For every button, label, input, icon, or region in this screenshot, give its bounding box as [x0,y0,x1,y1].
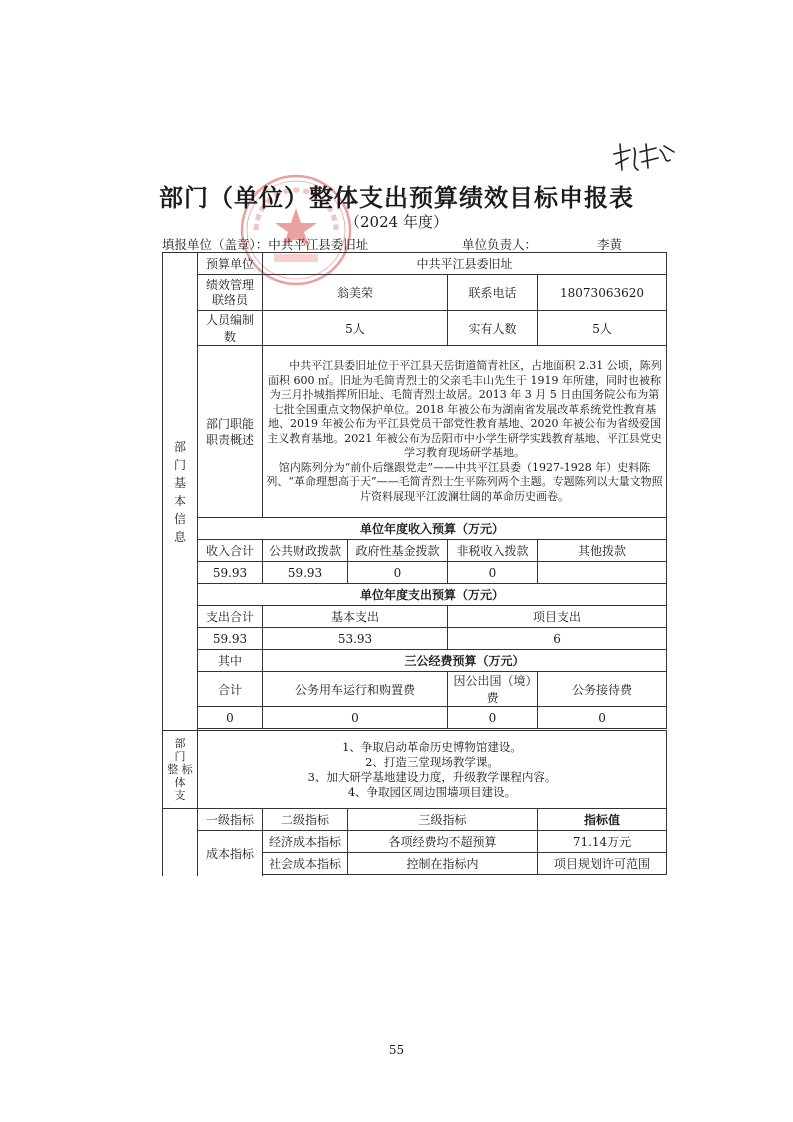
sangong-header-reception: 公务接待费 [538,672,667,707]
sangong-value-vehicle: 0 [263,707,448,729]
indicator-row1-level2: 经济成本指标 [263,831,348,853]
budget-unit-label: 预算单位 [198,253,263,275]
phone-label: 联系电话 [448,275,538,311]
unit-head-label: 单位负责人： [462,237,538,252]
expense-header-project: 项目支出 [448,606,667,628]
indicator-row2-level2: 社会成本指标 [263,853,348,875]
indicator-row1-value: 71.14万元 [538,831,667,853]
of-which-label: 其中 [198,650,263,672]
indicator-row1-level3: 各项经费均不超预算 [348,831,538,853]
income-budget-title: 单位年度收入预算（万元） [198,518,667,540]
expense-value-basic: 53.93 [263,628,448,650]
unit-head-name: 李黄 [597,237,623,252]
duties-label: 部门职能 职责概述 [198,346,263,518]
income-header-total: 收入合计 [198,540,263,562]
expense-value-project: 6 [448,628,667,650]
budget-unit-value: 中共平江县委旧址 [263,253,667,275]
goal-item: 3、加大研学基地建设力度，升级教学课程内容。 [307,769,557,784]
signature-image [608,140,678,180]
document-title: 部门（单位）整体支出预算绩效目标申报表 [159,183,634,212]
indicator-row2-value: 项目规划许可范围 [538,853,667,875]
income-header-gov-fund: 政府性基金拨款 [348,540,448,562]
staff-quota-value: 5人 [263,311,448,346]
expense-budget-title: 单位年度支出预算（万元） [198,584,667,606]
indicator-header-level1: 一级指标 [198,809,263,831]
income-header-other: 其他拨款 [538,540,667,562]
sangong-value-total: 0 [198,707,263,729]
indicator-header-level3: 三级指标 [348,809,538,831]
duties-paragraph-1: 中共平江县委旧址位于平江县天岳街道简青社区，占地面积 2.31 公顷，陈列面积 600 ㎡。旧址为毛简青烈士的父亲毛丰山先生于 1919 年所建，同时也被称为三月扑城指挥所旧址、毛简青烈士故居。2013 年 3 月 5 日由国务院公布为第七批全国重点文物保护单位。2018 年被公布为湖南省发展改革系统党性教育基地、2019 年被公布为平江县党员干部党性教育基地、2020 年被公布为省级爱国主义教育基地。2021 年被公布为岳阳市中小学生研学实践教育基地、平江县党史学习教育现场研学基地。 [267,359,662,459]
basic-info-section-label: 部 门 基 本 信 息 [163,253,198,731]
duties-paragraph-2: 馆内陈列分为“前仆后继跟党走”——中共平江县委（1927-1928 年）史料陈列、“革命理想高于天”——毛简青烈士生平陈列两个主题。专题陈列以大量文物照片资料展现平江波澜壮阔的革命历史画卷。 [266,460,663,503]
contact-name: 翁美荣 [263,275,448,311]
indicator-level1-cost: 成本指标 [198,831,263,877]
income-value-public-finance: 59.93 [263,562,348,584]
actual-staff-label: 实有人数 [448,311,538,346]
sangong-header-abroad: 因公出国（境）费 [448,672,538,707]
income-value-other [538,562,667,584]
contact-label: 绩效管理 联络员 [198,275,263,311]
income-header-non-tax: 非税收入拨款 [448,540,538,562]
goal-item: 1、争取启动革命历史博物馆建设。 [342,739,522,754]
actual-staff-value: 5人 [538,311,667,346]
duties-description [263,346,667,518]
page-number: 55 [388,1043,405,1057]
staff-quota-label: 人员编制数 [198,311,263,346]
sangong-header-total: 合计 [198,672,263,707]
goal-item: 2、打造三堂现场教学课。 [365,754,499,769]
indicator-header-level2: 二级指标 [263,809,348,831]
budget-performance-table [162,252,667,876]
income-value-total: 59.93 [198,562,263,584]
expense-header-basic: 基本支出 [263,606,448,628]
goal-item: 4、争取园区周边围墙项目建设。 [347,784,517,799]
sangong-value-reception: 0 [538,707,667,729]
sangong-budget-title: 三公经费预算（万元） [263,650,667,672]
filling-unit-label: 填报单位（盖章）：中共平江县委旧址 [162,237,369,252]
document-year: （2024 年度） [345,213,448,231]
indicator-row2-level3: 控制在指标内 [348,853,538,875]
sangong-value-abroad: 0 [448,707,538,729]
goals-list [198,731,667,809]
goals-section-label: 部 门 整 标 体 支 [163,731,198,809]
income-header-public-finance: 公共财政拨款 [263,540,348,562]
sangong-header-vehicle: 公务用车运行和购置费 [263,672,448,707]
indicator-header-value: 指标值 [538,809,667,831]
indicators-left-blank [163,809,198,877]
phone-value: 18073063620 [538,275,667,311]
expense-value-total: 59.93 [198,628,263,650]
income-value-non-tax: 0 [448,562,538,584]
expense-header-total: 支出合计 [198,606,263,628]
income-value-gov-fund: 0 [348,562,448,584]
